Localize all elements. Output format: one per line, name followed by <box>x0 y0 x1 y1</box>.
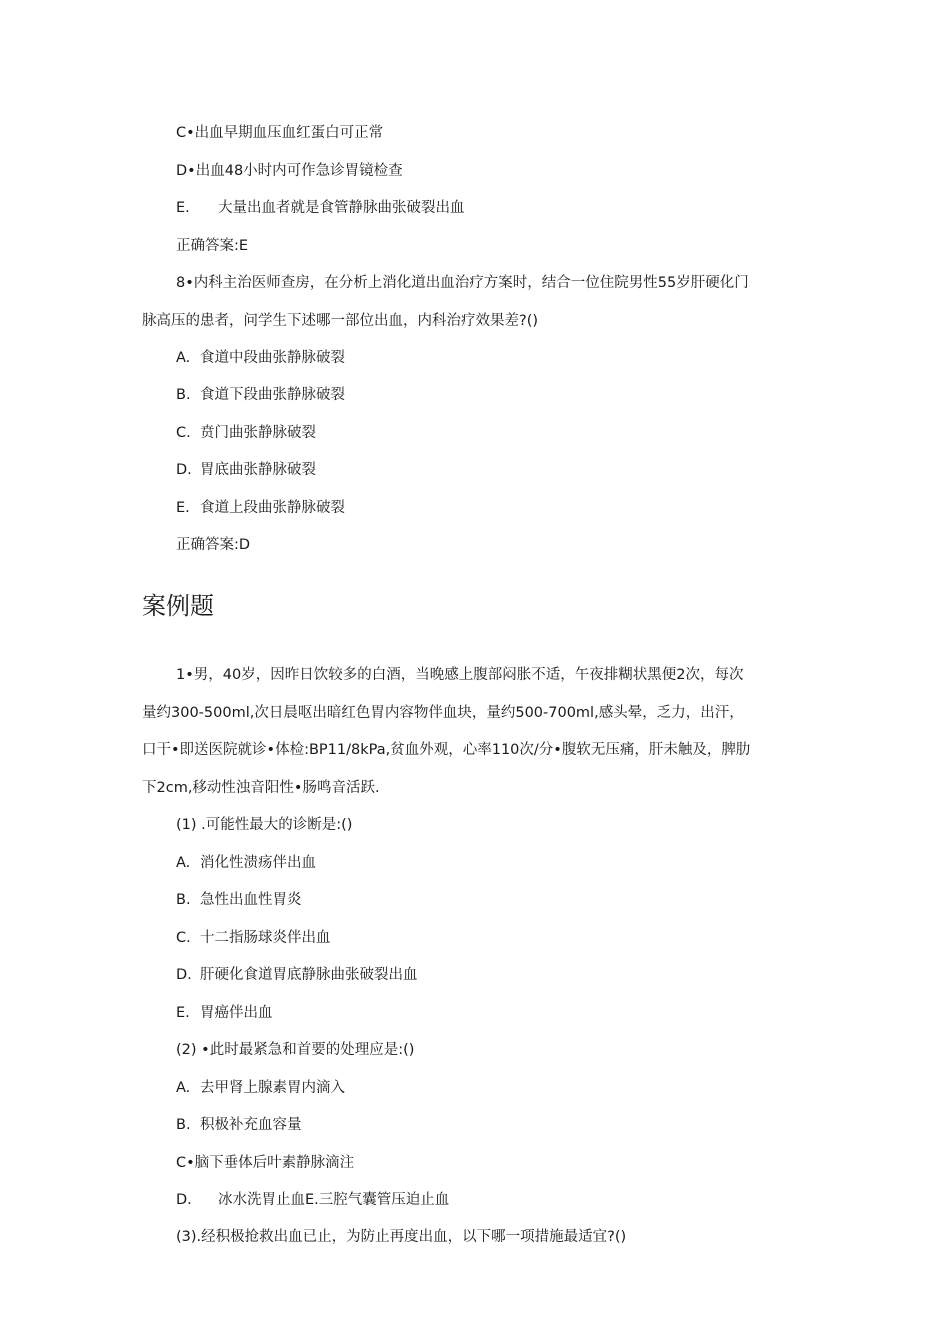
option-label: E. <box>176 500 190 516</box>
option-text: 食道中段曲张静脉破裂 <box>200 350 345 366</box>
option-label: D. <box>176 1192 192 1208</box>
option-text: 食道下段曲张静脉破裂 <box>200 387 345 403</box>
case1-q1-stem: (1) .可能性最大的诊断是:() <box>176 817 353 833</box>
option-label: A. <box>176 350 191 366</box>
option-text: 胃底曲张静脉破裂 <box>200 462 316 478</box>
option-text: 贲门曲张静脉破裂 <box>200 425 316 441</box>
case1-q3-stem: (3).经积极抢救出血已止，为防止再度出血，以下哪一项措施最适宜?() <box>176 1229 627 1245</box>
q8-option-a <box>176 348 345 368</box>
q8-option-e <box>176 498 345 518</box>
case1-q1-option-e <box>176 1003 273 1023</box>
option-text: 冰水洗胃止血E.三腔气囊管压迫止血 <box>218 1192 450 1208</box>
option-label: E. <box>176 200 190 216</box>
case1-q2-stem: (2) •此时最紧急和首要的处理应是:() <box>176 1042 415 1058</box>
option-text: 急性出血性胃炎 <box>200 892 302 908</box>
q8-answer: 正确答案:D <box>176 537 251 553</box>
option-label: E. <box>176 1005 190 1021</box>
case1-stem-line2: 量约300-500ml,次日晨呕出暗红色胃内容物伴血块，量约500-700ml,感头晕，乏力，出汗， <box>142 705 744 721</box>
case1-q2-option-c: C•脑下垂体后叶素静脉滴注 <box>176 1155 355 1171</box>
option-label: B. <box>176 387 191 403</box>
case1-q1-option-a <box>176 853 316 873</box>
q8-stem-line2: 脉高压的患者，问学生下述哪一部位出血，内科治疗效果差?() <box>142 313 539 329</box>
q8-stem-line1: 8•内科主治医师查房，在分析上消化道出血治疗方案时，结合一位住院男性55岁肝硬化门 <box>176 275 749 291</box>
option-label: D. <box>176 462 192 478</box>
answer-prev: 正确答案:E <box>176 238 249 254</box>
option-text: 大量出血者就是食管静脉曲张破裂出血 <box>218 200 465 216</box>
option-label: C. <box>176 425 191 441</box>
q8-option-d <box>176 460 316 480</box>
option-label: C. <box>176 930 191 946</box>
option-text: 十二指肠球炎伴出血 <box>200 930 331 946</box>
case1-q2-option-b <box>176 1115 302 1135</box>
case1-q2-option-de <box>176 1190 449 1210</box>
case1-stem-line1: 1•男，40岁，因昨日饮较多的白酒，当晚感上腹部闷胀不适，午夜排糊状黑便2次，每次 <box>176 667 744 683</box>
case1-q2-option-a <box>176 1078 345 1098</box>
option-label: B. <box>176 1117 191 1133</box>
case1-stem-line4: 下2cm,移动性浊音阳性•肠鸣音活跃. <box>142 780 380 796</box>
case1-stem-line3: 口干•即送医院就诊•体检:BP11/8kPa,贫血外观，心率110次/分•腹软无压痛，肝未触及，脾肋 <box>142 742 751 758</box>
option-text: 肝硬化食道胃底静脉曲张破裂出血 <box>200 967 418 983</box>
option-text: 去甲肾上腺素胃内滴入 <box>200 1080 345 1096</box>
option-text: 食道上段曲张静脉破裂 <box>200 500 345 516</box>
case1-q1-option-c <box>176 928 331 948</box>
option-text: 胃癌伴出血 <box>200 1005 273 1021</box>
section-heading: 案例题 <box>142 592 214 620</box>
option-d-prev: D•出血48小时内可作急诊胃镜检查 <box>176 163 403 179</box>
option-label: A. <box>176 1080 191 1096</box>
q8-option-b <box>176 385 345 405</box>
option-text: 消化性溃疡伴出血 <box>200 855 316 871</box>
q8-option-c <box>176 423 316 443</box>
option-c-prev: C•出血早期血压血红蛋白可正常 <box>176 125 384 141</box>
option-label: A. <box>176 855 191 871</box>
option-label: D. <box>176 967 192 983</box>
case1-q1-option-d <box>176 965 418 985</box>
option-text: 积极补充血容量 <box>200 1117 302 1133</box>
case1-q1-option-b <box>176 890 302 910</box>
option-e-prev <box>176 198 465 218</box>
option-label: B. <box>176 892 191 908</box>
